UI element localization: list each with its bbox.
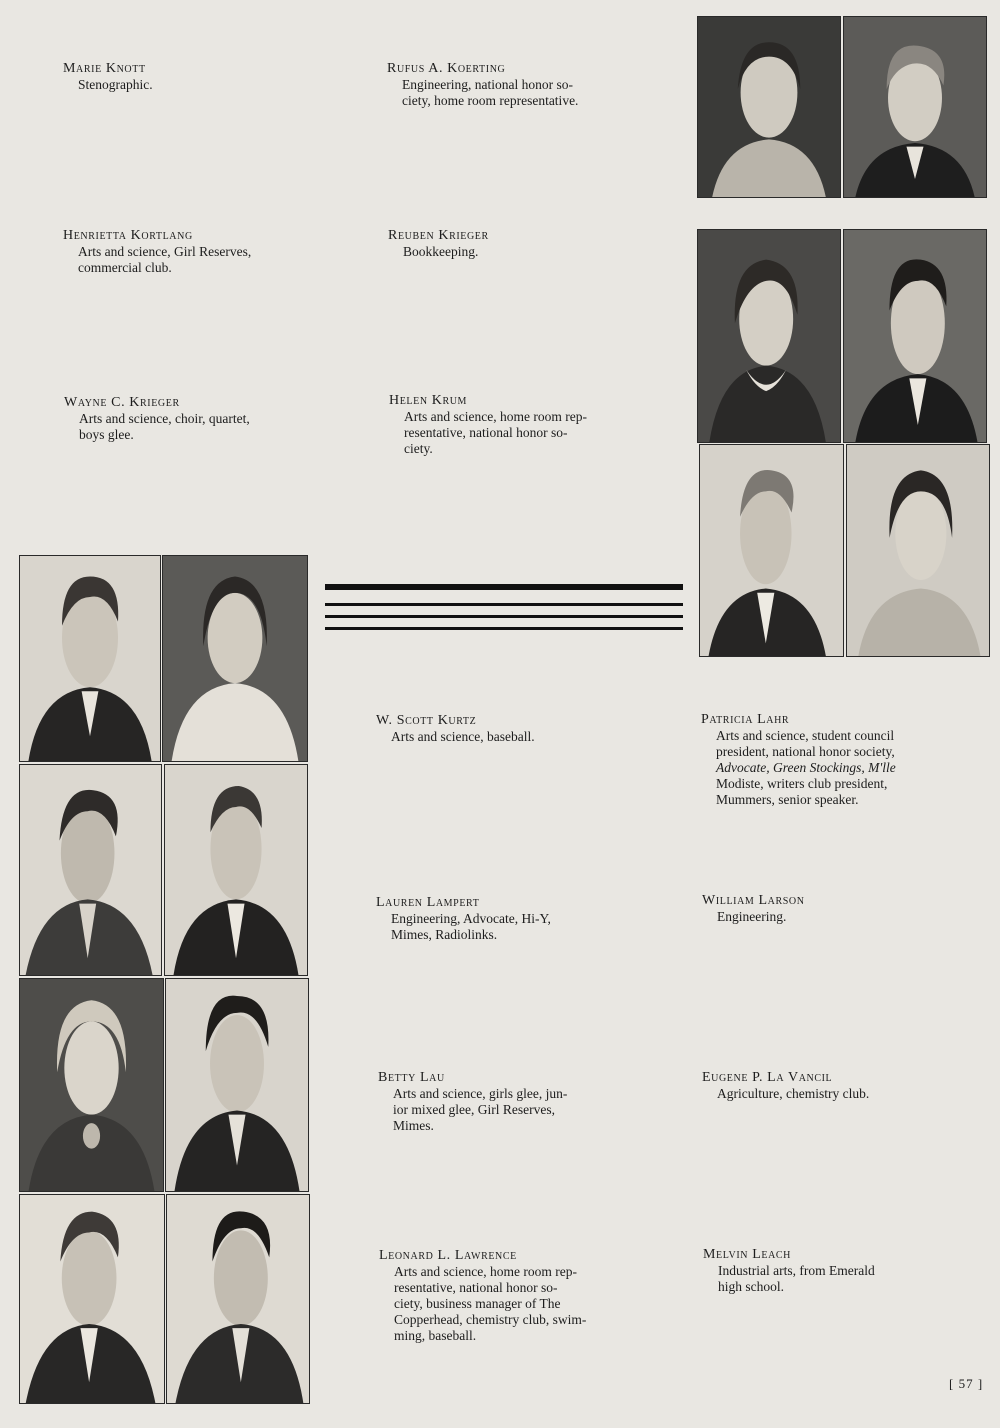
student-name: Reuben Krieger (388, 228, 489, 243)
student-entry (379, 1248, 625, 1344)
student-entry (376, 895, 622, 943)
student-activities: Engineering, Advocate, Hi-Y, Mimes, Radiolinks. (391, 911, 551, 942)
student-name: Lauren Lampert (376, 895, 480, 910)
portrait-photo (165, 978, 309, 1192)
student-entry (378, 1070, 624, 1134)
student-activities: Bookkeeping. (403, 244, 479, 259)
student-activities: Arts and science, home room rep- resentative, national honor so- ciety. (404, 409, 587, 456)
student-entry (387, 61, 634, 109)
student-activities: Arts and science, girls glee, jun- ior mixed glee, Girl Reserves, Mimes. (393, 1086, 568, 1133)
student-entry (702, 1070, 946, 1102)
portrait-photo (19, 555, 161, 762)
student-entry (701, 712, 945, 808)
portrait-photo (697, 16, 841, 198)
student-entry (703, 1247, 947, 1295)
student-activities: Agriculture, chemistry club. (717, 1086, 870, 1101)
student-activities: Arts and science, home room rep- resentative, national honor so- ciety, business manager of The Copperhead, chemistry club, swim- ming, baseball. (394, 1264, 587, 1343)
student-name: Melvin Leach (703, 1247, 791, 1262)
portrait-photo (697, 229, 841, 443)
student-entry (388, 228, 634, 260)
student-activities: Arts and science, student council president, national honor society, Advocate, Green Stockings, M'lle Modiste, writers club president, Mummers, senior speaker. (716, 728, 896, 807)
portrait-photo (19, 1194, 165, 1404)
student-entry (389, 393, 635, 457)
student-activities: Arts and science, baseball. (391, 729, 535, 744)
student-name: Henrietta Kortlang (63, 228, 193, 243)
student-name: Betty Lau (378, 1070, 445, 1085)
portrait-photo (166, 1194, 310, 1404)
portrait-photo (19, 764, 162, 976)
student-entry (63, 61, 313, 93)
student-name: Marie Knott (63, 61, 146, 76)
student-entry (63, 228, 309, 276)
decorative-rule (325, 603, 683, 606)
student-name: Leonard L. Lawrence (379, 1248, 517, 1263)
student-activities: Engineering. (717, 909, 787, 924)
decorative-rule (325, 627, 683, 630)
student-entry (702, 893, 946, 925)
student-name: Wayne C. Krieger (64, 395, 180, 410)
portrait-photo (699, 444, 844, 657)
student-entry (64, 395, 311, 443)
student-name: Helen Krum (389, 393, 468, 408)
student-name: Patricia Lahr (701, 712, 790, 727)
student-activities: Industrial arts, from Emerald high school. (718, 1263, 875, 1294)
student-activities: Arts and science, Girl Reserves, commercial club. (78, 244, 252, 275)
student-name: Rufus A. Koerting (387, 61, 506, 76)
portrait-photo (846, 444, 990, 657)
student-name: Eugene P. La Vancil (702, 1070, 833, 1085)
student-activities: Arts and science, choir, quartet, boys glee. (79, 411, 250, 442)
page-number: [ 57 ] (949, 1376, 984, 1391)
student-name: William Larson (702, 893, 805, 908)
student-entry (376, 713, 622, 745)
portrait-photo (843, 16, 987, 198)
portrait-photo (19, 978, 164, 1192)
student-activities: Stenographic. (78, 77, 153, 92)
portrait-photo (164, 764, 308, 976)
decorative-rule (325, 584, 683, 590)
decorative-rule (325, 615, 683, 618)
portrait-photo (843, 229, 987, 443)
student-name: W. Scott Kurtz (376, 713, 477, 728)
student-activities: Engineering, national honor so- ciety, home room representative. (402, 77, 579, 108)
portrait-photo (162, 555, 308, 762)
